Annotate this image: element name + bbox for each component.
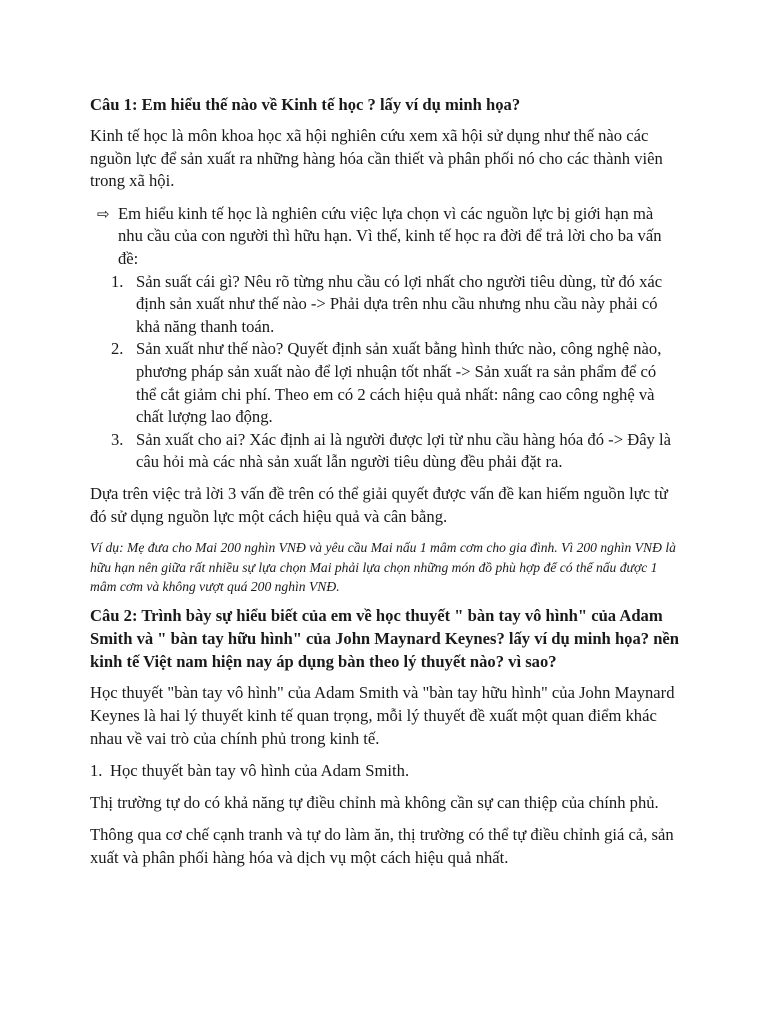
free-market-paragraph: Thị trường tự do có khả năng tự điều chỉnh mà không cần sự can thiệp của chính phủ. xyxy=(90,792,659,812)
question-1-heading: Câu 1: Em hiểu thế nào về Kinh tế học ? lấy ví dụ minh họa? xyxy=(90,95,521,114)
list-item xyxy=(90,271,680,339)
document-body xyxy=(90,93,680,879)
list-item-number: 2. xyxy=(111,339,124,359)
list-item-text: Sản xuất cho ai? Xác định ai là người được lợi từ nhu cầu hàng hóa đó -> Đây là câu hỏi mà các nhà sản xuất lẫn người tiêu dùng đều phải đặt ra. xyxy=(136,429,671,472)
competition-paragraph: Thông qua cơ chế cạnh tranh và tự do làm ăn, thị trường có thể tự điều chỉnh giá cả, sản xuất và phân phối hàng hóa và dịch vụ một cách hiệu quả nhất. xyxy=(90,825,674,867)
answer-summary-text: Em hiểu kinh tế học là nghiên cứu việc lựa chọn vì các nguồn lực bị giới hạn mà nhu cầu của con người thì hữu hạn. Vì thế, kinh tế học ra đời để trả lời cho ba vấn đề: xyxy=(118,203,662,268)
question-2-heading: Câu 2: Trình bày sự hiểu biết của em về học thuyết " bàn tay vô hình" của Adam Smith và " bàn tay hữu hình" của John Maynard Keynes? lấy ví dụ minh họa? nền kinh tế Việt nam hiện nay áp dụng bàn theo lý thuyết nào? vì sao? xyxy=(90,606,680,672)
list-item-number: 3. xyxy=(111,429,124,449)
list-item-text: Sản xuất như thế nào? Quyết định sản xuất bằng hình thức nào, công nghệ nào, phương pháp sản xuất nào để lợi nhuận tốt nhất -> Sản xuất ra sản phẩm để có thể cắt giảm chi phí. Theo em có 2 cách hiệu quả nhất: nâng cao công nghệ và chất lượng lao động. xyxy=(136,339,662,427)
adam-smith-section-title xyxy=(90,760,680,783)
question-1-example: Ví dụ: Mẹ đưa cho Mai 200 nghìn VNĐ và yêu cầu Mai nấu 1 mâm cơm cho gia đình. Vì 200 nghìn VNĐ là hữu hạn nên giữa rất nhiều sự lựa chọn Mai phải lựa chọn những món đồ phù hợp để có thể nấu được 1 mâm cơm và không vượt quá 200 nghìn VNĐ. xyxy=(90,540,676,594)
list-item-number: 1. xyxy=(111,271,124,291)
list-item xyxy=(90,338,680,428)
three-questions-list xyxy=(90,271,680,474)
question-2-intro: Học thuyết "bàn tay vô hình" của Adam Smith và "bàn tay hữu hình" của John Maynard Keynes là hai lý thuyết kinh tế quan trọng, mỗi lý thuyết đề xuất một quan điểm khác nhau về vai trò của chính phủ trong kinh tế. xyxy=(90,683,675,748)
list-item-text: Sản suất cái gì? Nêu rõ từng nhu cầu có lợi nhất cho người tiêu dùng, từ đó xác định sản xuất như thế nào -> Phải dựa trên nhu cầu nhưng nhu cầu này phải có khả năng thanh toán. xyxy=(136,271,663,336)
arrow-right-icon: ⇨ xyxy=(97,204,110,223)
answer-summary xyxy=(90,203,680,271)
list-item-text: Học thuyết bàn tay vô hình của Adam Smith. xyxy=(110,761,410,781)
list-item-number: 1. xyxy=(90,761,103,781)
question-1-conclusion: Dựa trên việc trả lời 3 vấn đề trên có thể giải quyết được vấn đề kan hiếm nguồn lực từ đó sử dụng nguồn lực một cách hiệu quả và cân bằng. xyxy=(90,483,668,526)
list-item xyxy=(90,429,680,474)
question-1-intro: Kinh tế học là môn khoa học xã hội nghiên cứu xem xã hội sử dụng như thế nào các nguồn lực để sản xuất ra những hàng hóa cần thiết và phân phối nó cho các thành viên trong xã hội. xyxy=(90,126,663,191)
